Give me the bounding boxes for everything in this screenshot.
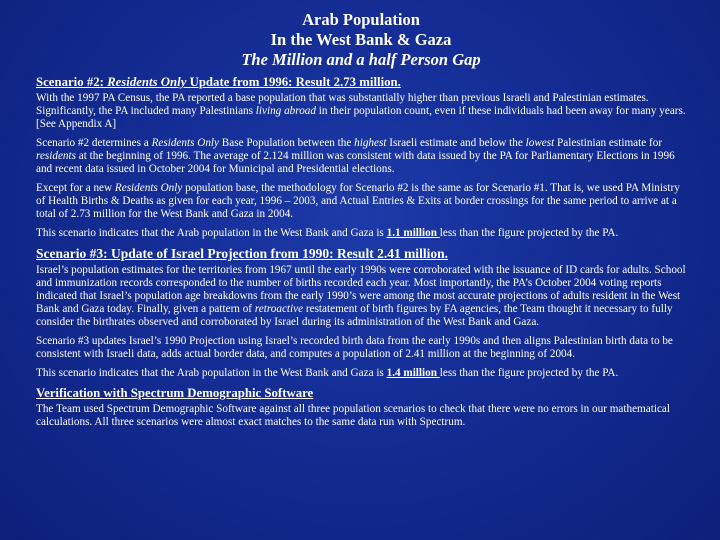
- title-block: [36, 10, 686, 70]
- scenario-2-paragraph-1: [36, 92, 686, 131]
- s2p4-text-a: This scenario indicates that the Arab population in the West Bank and Gaza is: [36, 227, 387, 239]
- s2p4-text-b: less than the figure projected by the PA.: [439, 227, 619, 239]
- scenario-3-paragraph-2: Scenario #3 updates Israel’s 1990 Projection using Israel’s recorded birth data from the early 1990s and then aligns Palestinian birth data to be consistent with Israeli data, adds actual border data, and computes a population of 2.41 million at the beginning of 2004.: [36, 335, 673, 360]
- s2p1-text-a: With the 1997 PA Census, the PA reported a base population that was substantially higher than previous Israeli and Palestinian estimates. Significantly, the PA included many Palestinians: [36, 92, 649, 117]
- scenario-2-paragraph-4: [36, 227, 686, 240]
- scenario-2-heading-prefix: Scenario #2:: [36, 75, 108, 89]
- scenario-2-paragraph-2: [36, 137, 686, 176]
- s3p3-text-a: This scenario indicates that the Arab population in the West Bank and Gaza is: [36, 367, 387, 379]
- scenario-2-heading-suffix: Update from 1996: Result 2.73 million.: [186, 75, 401, 89]
- scenario-2-heading: [36, 75, 686, 89]
- s2p3-text-b: population base, the methodology for Scenario #2 is the same as for Scenario #1. That is, we used PA Ministry of Health Births & Deaths as given for each year, 1996 – 2003, and Actual Entries & Exits at border crossings for the same period to arrive at a total of 2.73 million for the West Bank and Gaza in 2004.: [36, 182, 680, 220]
- s2p2-italic-1: Residents Only: [151, 137, 219, 149]
- s2p2-text-c: Israeli estimate and below the: [386, 137, 526, 149]
- s3p1-italic: retroactive: [254, 303, 304, 315]
- s3p3-highlight: 1.4 million: [386, 367, 440, 379]
- s2p3-italic: Residents Only: [114, 182, 183, 194]
- scenario-2-heading-italic: Residents Only: [107, 75, 187, 89]
- scenario-3-paragraph-1: [36, 264, 686, 329]
- s2p2-text-d: Palestinian estimate for: [554, 137, 663, 149]
- s2p2-text-b: Base Population between the: [218, 137, 355, 149]
- s2p4-highlight: 1.1 million: [386, 227, 440, 239]
- s2p2-italic-3: lowest: [525, 137, 555, 149]
- s2p2-italic-2: highest: [354, 137, 387, 149]
- title-line-1: Arab Population: [302, 10, 420, 29]
- verification-paragraph: The Team used Spectrum Demographic Software against all three population scenarios to check that there were no errors in our mathematical calculations. All three scenarios were almost exact matches to the same data run with Spectrum.: [36, 403, 670, 428]
- scenario-2-paragraph-3: [36, 182, 686, 221]
- title-line-3: The Million and a half Person Gap: [241, 50, 481, 69]
- s2p3-text-a: Except for a new: [36, 182, 115, 194]
- s2p2-italic-4: residents: [36, 150, 76, 162]
- s2p1-text-b: in their population count, even if these individuals had been away for many years. [See Appendix A]: [36, 105, 686, 130]
- s3p1-text-b: restatement of birth figures by FA agencies, the Team thought it necessary to fully consider the birthrates observed and corroborated by Israel during its administration of the West Bank and Gaza.: [36, 303, 673, 328]
- s3p3-text-b: less than the figure projected by the PA.: [439, 367, 619, 379]
- title-line-2: In the West Bank & Gaza: [270, 30, 452, 49]
- s2p2-text-e: at the beginning of 1996. The average of 2.124 million was consistent with data issued by the PA for Parliamentary Elections in 1996 and recent data issued in October 2004 for Municipal and Presidential elections.: [36, 150, 675, 175]
- s2p1-italic: living abroad: [255, 105, 316, 117]
- s2p2-text-a: Scenario #2 determines a: [36, 137, 152, 149]
- s3p1-text-a: Israel’s population estimates for the territories from 1967 until the early 1990s were corroborated with the issuance of ID cards for adults. School and immunization records corresponded to the number of births recorded each year. Most importantly, the PA’s October 2004 voting reports indicated that Israel’s population age breakdowns from the early 1990’s were among the most accurate projections of adults resident in the West Bank and Gaza today. Finally, given a pattern of: [36, 264, 686, 315]
- scenario-3-paragraph-3: [36, 367, 686, 380]
- scenario-3-heading: Scenario #3: Update of Israel Projection from 1990: Result 2.41 million.: [36, 246, 448, 261]
- verification-heading: Verification with Spectrum Demographic Software: [36, 386, 314, 400]
